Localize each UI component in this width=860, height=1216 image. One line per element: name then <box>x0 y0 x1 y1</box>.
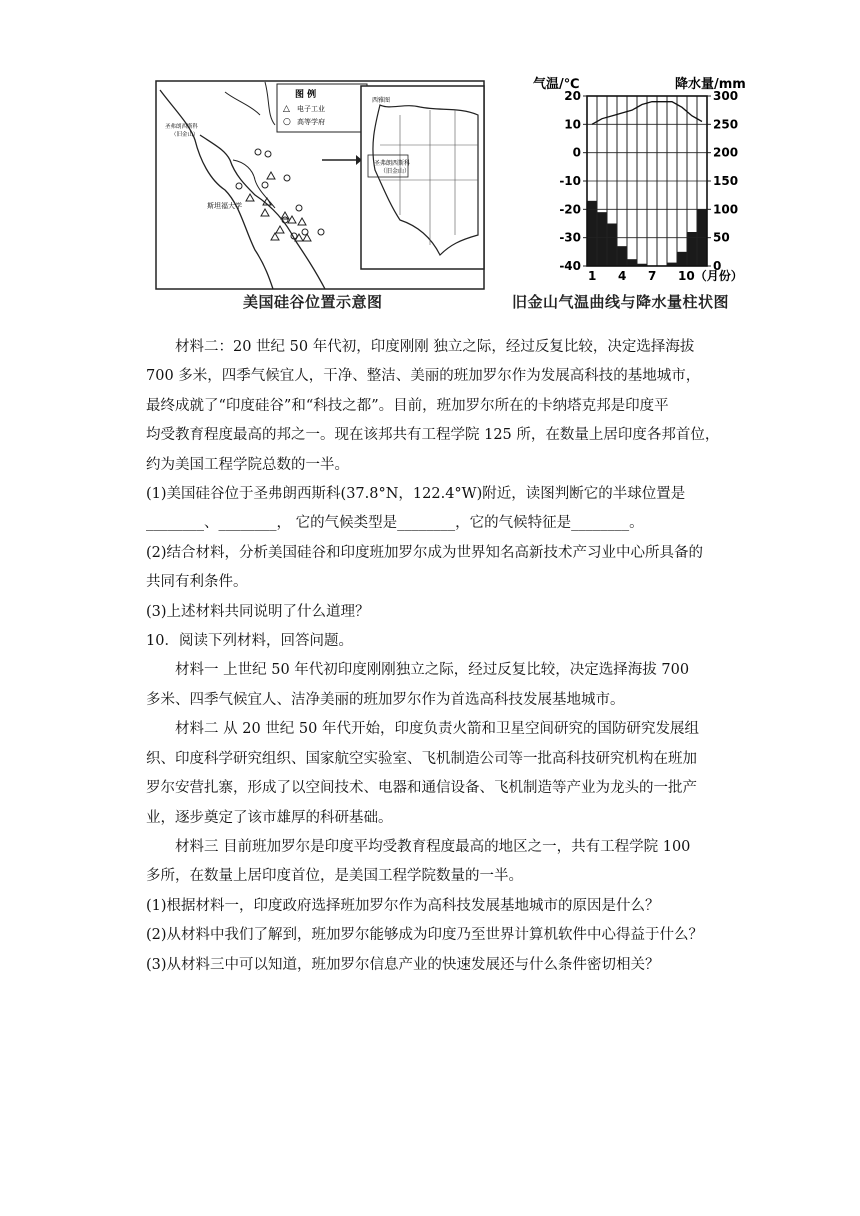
precip-bar-3 <box>607 224 617 267</box>
legend-circle-icon: ○ <box>283 117 291 127</box>
inset-arrow-icon <box>322 150 362 170</box>
map-caption: 美国硅谷位置示意图 <box>243 293 383 311</box>
precip-bar-2 <box>597 212 607 266</box>
q10-3: (3)从材料三中可以知道，班加罗尔信息产业的快速发展还与什么条件密切相关？ <box>146 956 660 973</box>
q10-material-3-line-1: 材料三 目前班加罗尔是印度平均受教育程度最高的地区之一，共有工程学院 100 <box>175 838 691 855</box>
label-san-francisco: 圣弗朗西斯科 <box>165 124 199 130</box>
material-2-line-3: 最终成就了“印度硅谷”和“科技之都”。目前，班加罗尔所在的卡纳塔克邦是印度平 <box>146 397 669 414</box>
material-2-line-5: 约为美国工程学院总数的一半。 <box>146 456 349 473</box>
legend-label-electronics: 电子工业 <box>297 105 325 113</box>
left-tick-label: -40 <box>559 259 581 273</box>
climate-chart <box>525 76 765 288</box>
q9-3: (3)上述材料共同说明了什么道理？ <box>146 603 370 620</box>
q9-1-line-1: (1)美国硅谷位于圣弗朗西斯科(37.8°N，122.4°W)附近，读图判断它的半球位置是 <box>146 486 686 503</box>
material-2-line-4: 均受教育程度最高的邦之一。现在该邦共有工程学院 125 所，在数量上居印度各邦首位， <box>146 427 720 444</box>
right-tick-label: 100 <box>713 202 739 217</box>
right-tick-label: 200 <box>713 145 739 160</box>
right-tick-label: 250 <box>713 117 739 132</box>
inset-label-sf-sub: （旧金山） <box>380 168 411 175</box>
left-tick-label: -30 <box>559 230 581 245</box>
precip-bar-4 <box>617 246 627 266</box>
precip-bar-11 <box>687 232 697 266</box>
q10-material-3-line-2: 多所，在数量上居印度首位，是美国工程学院数量的一半。 <box>146 868 523 885</box>
chart-caption: 旧金山气温曲线与降水量柱状图 <box>512 293 730 311</box>
left-tick-label: 10 <box>564 117 581 132</box>
precip-bar-1 <box>587 201 597 266</box>
left-tick-label: -20 <box>559 202 581 217</box>
q10-material-2-line-4: 业，逐步奠定了该市雄厚的科研基础。 <box>146 809 393 826</box>
q9-1-line-2: ________、________， 它的气候类型是________，它的气候特征是________。 <box>146 515 644 532</box>
left-tick-label: 20 <box>564 89 581 103</box>
inset-label-seattle: 西雅图 <box>372 97 391 104</box>
precip-bar-10 <box>677 252 687 266</box>
x-tick-label: 4 <box>618 269 627 283</box>
left-tick-label: -10 <box>559 174 581 188</box>
right-tick-label: 300 <box>713 89 739 103</box>
inset-label-sf: 圣弗朗西斯科 <box>374 160 411 167</box>
legend-title: 图 例 <box>295 90 317 100</box>
left-tick-label: 0 <box>572 145 581 160</box>
q10-material-1-line-1: 材料一 上世纪 50 年代初印度刚刚独立之际，经过反复比较，决定选择海拔 700 <box>175 662 690 679</box>
legend-label-universities: 高等学府 <box>297 118 325 126</box>
q10-material-2-line-3: 罗尔安营扎寨，形成了以空间技术、电器和通信设备、飞机制造等产业为龙头的一批产 <box>146 780 697 797</box>
q9-2-line-1: (2)结合材料，分析美国硅谷和印度班加罗尔成为世界知名高新技术产习业中心所具备的 <box>146 544 704 561</box>
q10-title: 10．阅读下列材料，回答问题。 <box>146 633 353 650</box>
label-san-francisco-sub: （旧金山） <box>171 132 199 138</box>
x-tick-label: 7 <box>648 269 657 283</box>
q10-material-2-line-2: 织、印度科学研究组织、国家航空实验室、飞机制造公司等一批高科技研究机构在班加 <box>146 750 697 767</box>
label-stanford: 斯坦福大学 <box>207 202 242 210</box>
q10-material-2-line-1: 材料二 从 20 世纪 50 年代开始，印度负责火箭和卫星空间研究的国防研究发展组 <box>175 721 699 738</box>
precip-bar-5 <box>627 259 637 266</box>
left-axis-label: 气温/℃ <box>533 77 580 92</box>
x-tick-label: 1 <box>588 269 597 283</box>
material-2-line-1: 材料二：20 世纪 50 年代初，印度刚刚 独立之际，经过反复比较，决定选择海拔 <box>175 339 695 355</box>
legend-triangle-icon: △ <box>283 104 290 114</box>
q10-material-1-line-2: 多米、四季气候宜人、洁净美丽的班加罗尔作为首选高科技发展基地城市。 <box>146 691 625 708</box>
right-axis-label: 降水量/mm <box>675 77 746 92</box>
q9-2-line-2: 共同有利条件。 <box>146 574 248 591</box>
q10-1: (1)根据材料一，印度政府选择班加罗尔作为高科技发展基地城市的原因是什么？ <box>146 897 660 914</box>
usa-inset-map <box>360 85 485 270</box>
x-tick-label: 10（月份） <box>678 269 743 283</box>
material-2-block <box>146 333 721 980</box>
q10-2: (2)从材料中我们了解到，班加罗尔能够成为印度乃至世界计算机软件中心得益于什么？ <box>146 927 704 944</box>
material-2-line-2: 700 多米，四季气候宜人，干净、整洁、美丽的班加罗尔作为发展高科技的基地城市， <box>146 368 701 385</box>
right-tick-label: 0 <box>713 259 722 273</box>
right-tick-label: 150 <box>713 174 739 188</box>
right-tick-label: 50 <box>713 230 730 245</box>
